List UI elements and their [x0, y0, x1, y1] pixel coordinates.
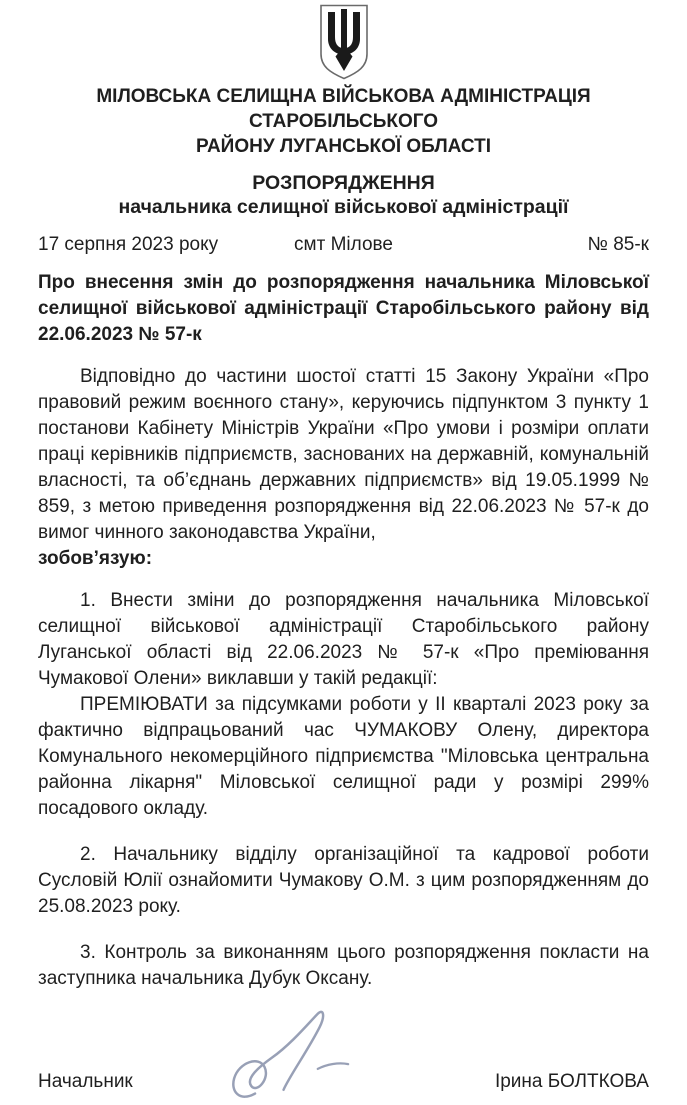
- document-type-title: РОЗПОРЯДЖЕННЯ: [252, 172, 435, 194]
- emblem-container: [38, 4, 649, 82]
- organization-name-line1: МІЛОВСЬКА СЕЛИЩНА ВІЙСЬКОВА АДМІНІСТРАЦІЯ СТАРОБІЛЬСЬКОГО: [96, 86, 591, 132]
- document-subject: Про внесення змін до розпорядження начальника Міловської селищної військової адміністрації Старобільського району від 22.06.2023 № 57-к: [38, 272, 649, 345]
- order-item-2: 2. Начальнику відділу організаційної та кадрової роботи Сусловій Юлії ознайомити Чумакову О.М. з цим розпорядженням до 25.08.2023 року.: [38, 844, 649, 917]
- signature-block: [38, 1010, 649, 1093]
- document-subtitle: начальника селищної військової адміністрації: [118, 196, 569, 218]
- signature-stroke-main: [233, 1012, 323, 1097]
- document-title-block: [38, 171, 649, 219]
- trident-glyph: [328, 9, 360, 71]
- order-item-3: 3. Контроль за виконанням цього розпорядження покласти на заступника начальника Дубук Оксану.: [38, 942, 649, 989]
- organization-name-line2: РАЙОНУ ЛУГАНСЬКОЇ ОБЛАСТІ: [195, 136, 492, 157]
- document-number: № 85-к: [587, 234, 649, 255]
- handwritten-signature: [219, 1010, 369, 1105]
- preamble-paragraph: Відповідно до частини шостої статті 15 Закону України «Про правовий режим воєнного стану», керуючись підпунктом 3 пункту 1 постанови Кабінету Міністрів України «Про умови і розміри оплати праці керівників підприємств, заснованих на державній, комунальній власності, та об’єднань державних підприємств» від 19.05.1999 № 859, з метою приведення розпорядження від 22.06.2023 № 57-к до вимог чинного законодавства України,: [38, 366, 649, 543]
- signatory-position: Начальник: [38, 1071, 133, 1092]
- ukraine-trident-emblem: [316, 4, 372, 80]
- order-item-1: 1. Внести зміни до розпорядження начальника Міловської селищної військової адміністрації Старобільського району Луганської області від 22.06.2023 № 57-к «Про преміювання Чумакової Олени» виклавши у такій редакції:: [38, 590, 649, 689]
- document-place: смт Мілове: [294, 234, 393, 255]
- order-item-1-amendment-text: ПРЕМІЮВАТИ за підсумками роботи у ІІ кварталі 2023 року за фактично відпрацьований час ЧУМАКОВУ Олену, директора Комунального некомерційного підприємства "Міловська центральна районна лікарня" Міловської селищної ради у розмірі 299% посадового окладу.: [38, 694, 649, 819]
- signature-stroke-dash: [318, 1063, 348, 1068]
- signatory-name: Ірина БОЛТКОВА: [494, 1071, 649, 1092]
- resolve-word: зобов’язую:: [38, 548, 153, 569]
- document-date: 17 серпня 2023 року: [38, 234, 219, 255]
- document-meta-row: [38, 233, 649, 256]
- organization-name: [38, 84, 649, 159]
